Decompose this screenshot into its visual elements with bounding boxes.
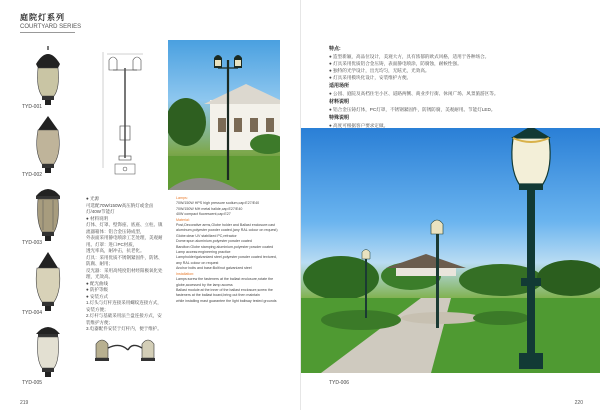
spec-line: Lamp access:engineering practice: [176, 250, 231, 255]
intro-line: ● 独特的光学设计，出光均匀，无眩光，光效高。: [329, 68, 430, 73]
spec-line: fasteners at the ballast board,bring out then maintain: [176, 293, 260, 298]
spec-line: 70W/150W MH metal halide,cap:E27/E40: [176, 206, 243, 211]
section-title-en: COURTYARD SERIES: [20, 24, 82, 30]
usage-heading: 适用场所: [329, 83, 350, 89]
photo-scene: [168, 40, 280, 190]
spec-line: Anchor bolts and base:Bolt/nut galvanized steel: [176, 266, 252, 271]
spec-line: Material:: [176, 217, 190, 222]
feature-line: ● 安装方式: [86, 293, 108, 299]
feature-line: ● 防护等级: [86, 287, 108, 292]
spec-line: globe,accessed by the lamp access: [176, 282, 233, 287]
specs-block: [176, 196, 296, 304]
intro-heading: 特点:: [329, 46, 341, 52]
technical-drawing: [95, 48, 155, 178]
right-page: [300, 0, 600, 410]
spec-line: Lamps:: [176, 196, 188, 200]
section-header: [20, 12, 81, 33]
spec-line: Installation:: [176, 271, 195, 276]
feature-line: 外表面采用静电喷涂工艺处理，美观耐用。灯罩：进口PC材质，: [86, 235, 163, 247]
spec-line: Bandton:Globe stamping aluminium,polyester powder coated: [176, 244, 274, 249]
intro-line: ● 灯具采用模块化设计，安装维护方便。: [329, 75, 412, 80]
lamp-head-figure-3: [30, 182, 66, 242]
feature-line: 透光率高，耐冲击，抗老化。: [86, 248, 145, 253]
spec-line: Post,Decorative arms,Globe holder and Ballast enclosure:cast: [176, 223, 275, 228]
feature-line: ● 材料说明: [86, 215, 108, 221]
scene-illustration: [301, 128, 600, 373]
lamp-head-figure-5: [30, 320, 66, 380]
lamp-label-3: TYD-003: [22, 240, 43, 246]
feature-line: 1.灯头与灯杆连接采用螺纹连接方式，安装方便；: [86, 300, 162, 312]
spec-line: Lamps:screw the fasteners at the ballast enclosure,rotate the: [176, 277, 274, 282]
usage-line: ● 公园、庭院及高档住宅小区、道路两侧、商业步行街、休闲广场、风景旅游区等。: [329, 91, 499, 96]
feature-line: 灯体、灯罩、壁饰座、底座、立柱、镇流器箱体：铝合金压铸成型，: [86, 222, 163, 234]
lamp-head-figure-4: [30, 250, 66, 312]
page-number-right: 220: [574, 400, 583, 406]
photo-label: TYD-006: [329, 380, 350, 386]
spec-line: Ballast module:at the inner of the ballast enclosure,screw the: [176, 287, 273, 292]
features-block: [86, 196, 166, 333]
lamp-label-2: TYD-002: [22, 172, 43, 178]
feature-line: ● 配光曲线: [86, 280, 108, 286]
spec-line: aluminum,polyester powder coated,(any RAL colour on request): [176, 228, 278, 233]
spec-line: 40W compact fluorescent,cap:E27: [176, 212, 231, 217]
lamp-head-figure-1: [30, 46, 66, 106]
lamp-head-figure-2: [30, 114, 66, 174]
intro-line: ● 灯具采用优质铝合金压铸，表面静电喷涂，防腐蚀，耐候性强。: [329, 61, 462, 66]
lamp-label-4: TYD-004: [22, 310, 43, 316]
feature-line: 可选配70W/150W高压钠灯或金卤灯/40W节能灯: [86, 202, 154, 214]
wall-lamp-figure: [92, 334, 164, 370]
section-title-cn: 庭院灯系列: [20, 13, 65, 22]
special-line: ● 高度可根据客户要求定做。: [329, 123, 389, 128]
lamp-label-1: TYD-001: [22, 104, 43, 110]
large-scene-photo: [301, 128, 600, 373]
spec-line: Globe:clear UV stabilized PC,refractor: [176, 233, 237, 238]
material-heading: 材料说明: [329, 99, 350, 105]
feature-line: 3.电器配件安装于灯杆内，便于维护。: [86, 326, 162, 331]
spec-line: Lampholder/galvanized steel,polyester powder coated textured,: [176, 255, 277, 260]
feature-line: 2.灯杆与基础采用法兰盘连接方式，安装维护方便；: [86, 313, 162, 325]
intro-line: ● 造型新颖，高品位设计，美观大方，具有浓郁的欧式风格，适用于各种场合。: [329, 54, 490, 59]
special-heading: 特殊说明: [329, 115, 350, 121]
lamp-label-5: TYD-005: [22, 380, 43, 386]
spec-line: while installing mast guarantee the light ballway tested grounds: [176, 298, 277, 303]
feature-line: 反光器：采用高纯度铝材经阳极氧化处理，光效高。: [86, 267, 163, 279]
spec-line: any RAL colour on request: [176, 260, 219, 265]
material-line: ● 铝合金压铸灯体，PC灯罩，不锈钢紧固件，防锈防腐，美观耐用。节能灯LED。: [329, 107, 496, 112]
feature-line: ● 光源: [86, 196, 99, 201]
spec-line: 70W/150W HPS high pressure sodium,cap:E27/E40: [176, 201, 260, 206]
spec-line: Dome:spun aluminium,polyester powder coated: [176, 239, 252, 244]
feature-line: 灯具：采用优质不锈钢紧固件，防锈、防腐、耐用；: [86, 254, 163, 266]
intro-block: [329, 44, 589, 136]
installation-photo: [168, 40, 280, 190]
header-rule: [20, 32, 75, 33]
page-number-left: 219: [20, 400, 29, 406]
